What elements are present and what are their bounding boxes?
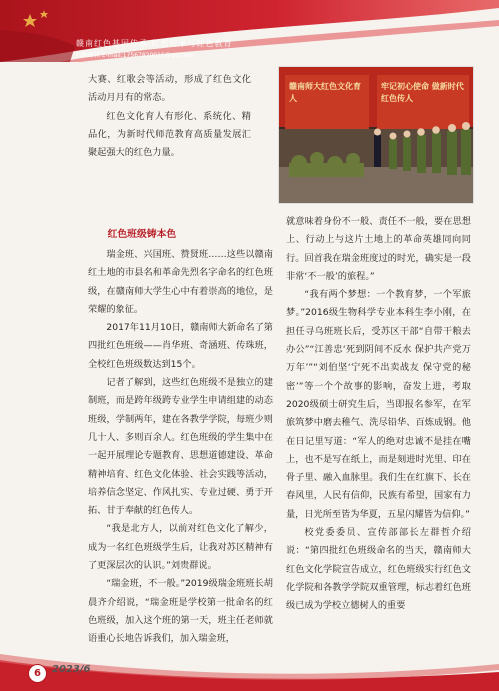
header-band xyxy=(0,0,499,62)
section-title: 红色班级铸本色 xyxy=(107,229,177,240)
photo-banner-left: 赣南师大红色文化育人 xyxy=(289,82,361,103)
journal-info: 投稿邮箱 E-mail:17567820016@qq.com xyxy=(76,52,194,59)
body-paragraph: 2017年11月10日，赣南师大新命名了第四批红色班级——肖华班、奇涵班、传珠班，全校红色班级数达到15个。 xyxy=(88,322,273,370)
page-header xyxy=(0,0,499,62)
photo-banner-right: 牢记初心使命 做新时代红色传人 xyxy=(381,82,464,103)
body-paragraph: 就意味着身份不一般、责任不一般，要在思想上、行动上与这片土地上的革命英雄同向同行。回首我在瑞金班度过的时光，确实是一段非常‘不一般’的旅程。” xyxy=(286,216,471,282)
body-paragraph: 校党委委员、宣传部部长左群哲介绍说：“第四批红色班级命名的当天，赣南师大红色文化学院宣告成立，红色班级实行红色文化学院和各教学学院双重管理，标志着红色班级已成为学校立德树人的重要 xyxy=(286,527,471,612)
body-paragraph: “我有两个梦想：一个教育梦，一个军旅梦。”2016级生物科学专业本科生李小刚，在担任寻乌班班长后，受苏区干部“自带干粮去办公”“江善忠‘死到阴间不反水 保护共产党万万年’”“刘伯坚‘宁死不出卖战友 保守党的秘密’”等一个个故事的影响，奋发上进，考取2020级硕士研究生后，当即报名参军，在军旅筑梦中磨去稚气、洗尽铅华、百炼成钢。他在日记里写道：“军人的绝对忠诚不是挂在嘴上，也不是写在纸上，而是刻进时光里、印在骨子里、融入血脉里。我们生在红旗下、长在春风里，人民有信仰，民族有希望，国家有力量，日光所至皆为华夏，五星闪耀皆为信仰。” xyxy=(286,289,471,520)
journal-title: 赣南红色基因传承·红色传承与红色教育 xyxy=(76,39,233,48)
intro-paragraph: 大赛、红歌会等活动，形成了红色文化活动月月有的常态。 xyxy=(88,74,251,104)
intro-column xyxy=(88,71,251,162)
left-column xyxy=(88,228,273,649)
body-paragraph: 记者了解到，这些红色班级不是独立的建制班，而是跨年级跨专业学生申请组建的动态班级，学制两年，建在各教学学院，每班少则几十人、多则百余人。红色班级的学生集中在一起开展理论专题教育、思想道德建设、革命精神培育、红色文化体验、社会实践等活动，培养信念坚定、作风扎实、专业过硬、勇于开拓、甘于奉献的红色传人。 xyxy=(88,377,273,517)
issue-label: 2023/6 xyxy=(52,664,91,675)
intro-paragraph: 红色文化育人有形化、系统化、精品化，为新时代师范教育高质量发展汇聚起强大的红色力量。 xyxy=(88,110,251,159)
right-column xyxy=(286,213,471,616)
article-photo xyxy=(278,66,474,204)
body-paragraph: “我是北方人，以前对红色文化了解少，成为一名红色班级学生后，让我对苏区精神有了更深层次的认识。”刘贵群说。 xyxy=(88,523,273,572)
body-paragraph: 瑞金班、兴国班、赞贤班……这些以赣南红土地的市县名和革命先烈名字命名的红色班级，在赣南师大学生心中有着崇高的地位，是荣耀的象征。 xyxy=(88,249,273,315)
page-number: 6 xyxy=(28,664,47,683)
body-paragraph: “瑞金班，不一般。”2019级瑞金班班长胡晨齐介绍说，“瑞金班是学校第一批命名的红色班级，加入这个班的第一天，班主任老师就语重心长地告诉我们，加入瑞金班， xyxy=(88,578,273,645)
